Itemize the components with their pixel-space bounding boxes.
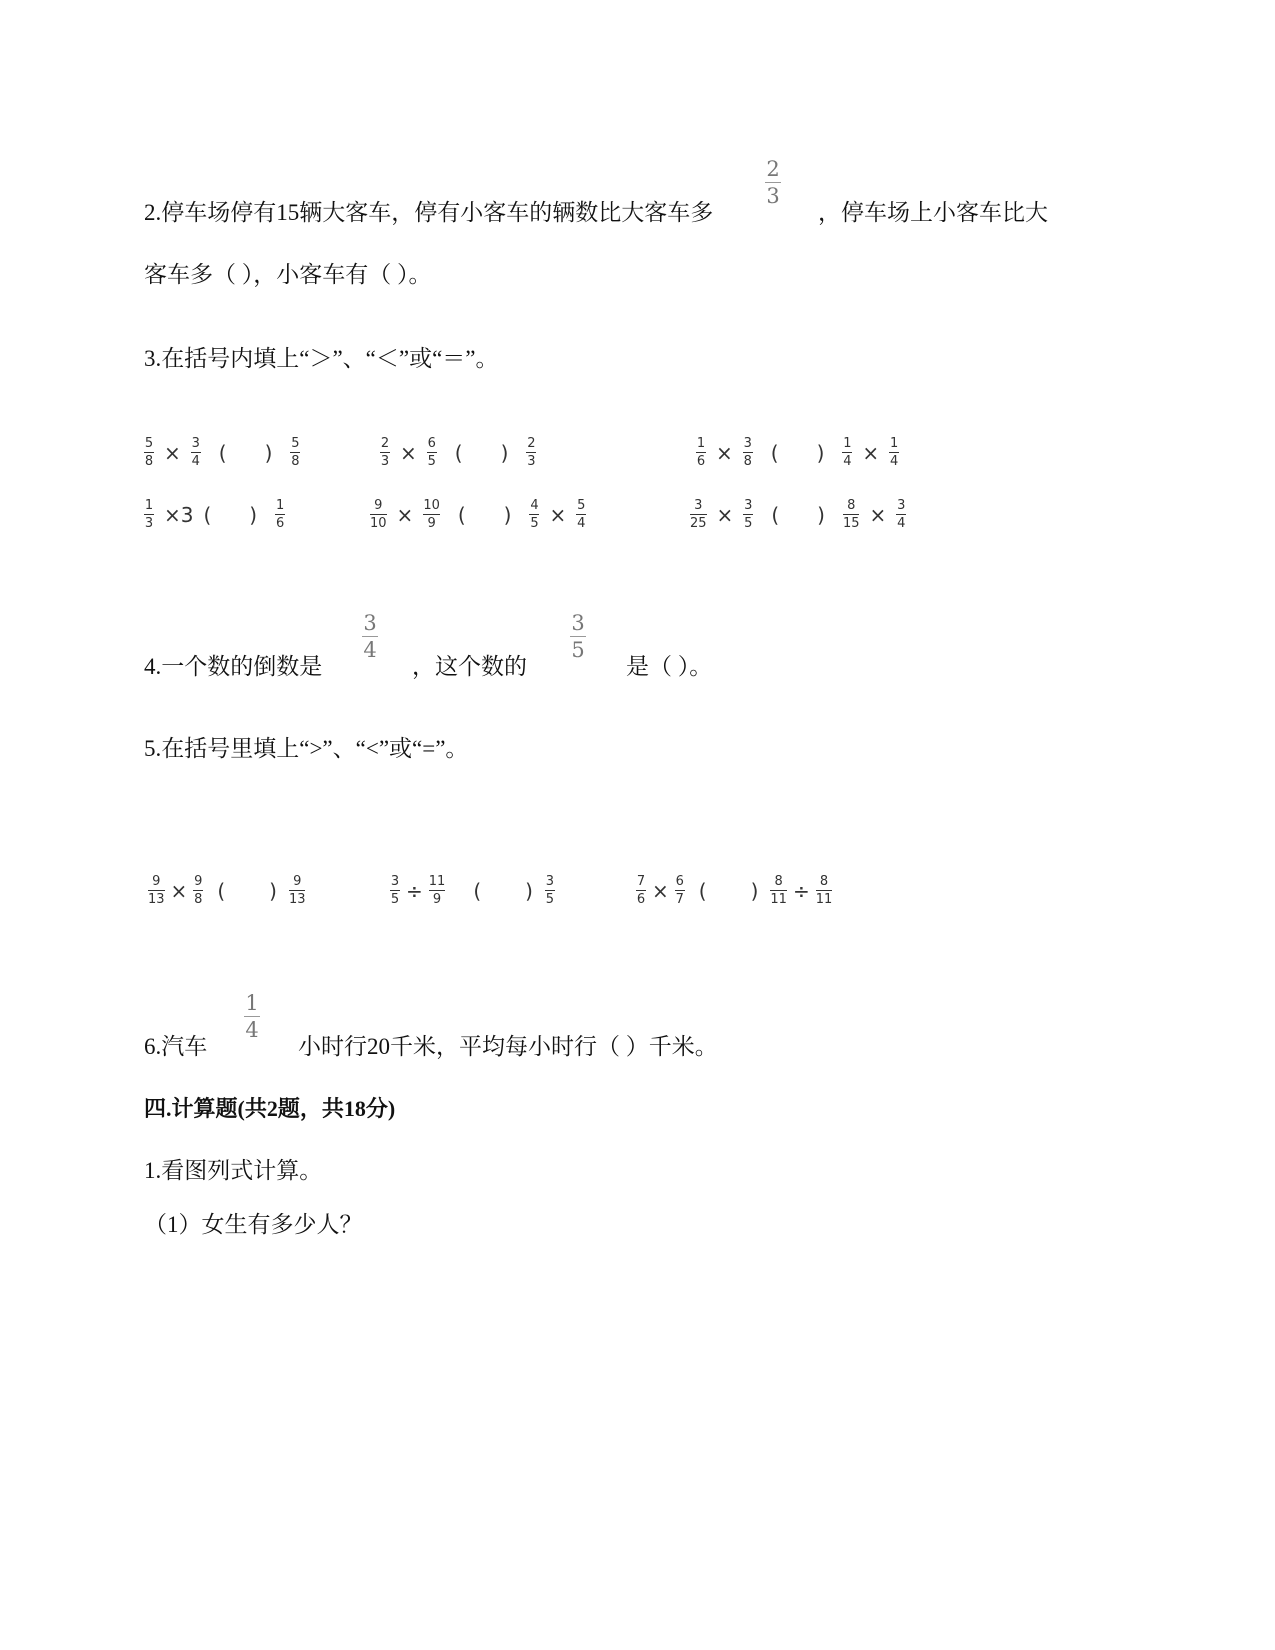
- denominator: 4: [897, 516, 906, 531]
- fraction-bar: [576, 514, 586, 515]
- q4-frac1-den: 4: [363, 638, 377, 662]
- q6-text-b: 小时行20千米，平均每小时行（ ）千米。: [298, 1034, 718, 1059]
- left-paren: (: [770, 440, 779, 465]
- operator: ×: [716, 502, 734, 527]
- numerator: 7: [636, 874, 646, 889]
- denominator: 7: [675, 892, 684, 907]
- q3-row2-item2: [366, 498, 590, 531]
- fraction: [529, 498, 539, 531]
- fraction: [770, 874, 787, 907]
- fraction-bar: [636, 890, 646, 891]
- fraction: [889, 436, 899, 469]
- numerator: 9: [374, 498, 383, 513]
- fraction: [843, 498, 860, 531]
- q4-frac2-num: 3: [571, 611, 585, 635]
- fraction-bar: [144, 452, 154, 453]
- right-paren: ): [264, 440, 273, 465]
- denominator: 4: [191, 454, 200, 469]
- fraction-bar: [275, 514, 285, 515]
- fraction: [191, 436, 201, 469]
- q3-row2-item3: [686, 498, 910, 531]
- q2-frac-num: 2: [766, 157, 780, 181]
- denominator: 5: [390, 892, 400, 907]
- numerator: 4: [530, 498, 539, 513]
- numerator: 3: [743, 436, 752, 451]
- numerator: 5: [577, 498, 586, 513]
- operator: ×: [652, 878, 669, 903]
- q3-row1-item1: [140, 436, 304, 469]
- calc1-title: 1.看图列式计算。: [144, 1158, 323, 1183]
- q4-fraction-2: [570, 612, 586, 661]
- q2-fraction: [765, 158, 781, 207]
- fraction-bar: [244, 1016, 260, 1017]
- numerator: 11: [428, 874, 446, 889]
- denominator: 15: [842, 516, 860, 531]
- numerator: 1: [890, 436, 899, 451]
- fraction: [816, 874, 833, 907]
- denominator: 8: [291, 454, 300, 469]
- numerator: 5: [291, 436, 300, 451]
- right-paren: ): [269, 878, 277, 903]
- left-paren: (: [454, 440, 463, 465]
- fraction-bar: [696, 452, 706, 453]
- fraction: [193, 874, 203, 907]
- section-heading: 四.计算题(共2题，共18分): [144, 1096, 396, 1121]
- numerator: 1: [843, 436, 852, 451]
- operator: ×: [396, 502, 414, 527]
- fraction-bar: [675, 890, 685, 891]
- fraction-bar: [380, 452, 390, 453]
- numerator: 3: [545, 874, 555, 889]
- q5-item2: [386, 874, 559, 907]
- numerator: 8: [819, 874, 829, 889]
- denominator: 8: [743, 454, 752, 469]
- left-paren: (: [218, 440, 227, 465]
- right-paren: ): [817, 502, 825, 527]
- denominator: 5: [545, 892, 555, 907]
- q2-text-b: ，停车场上小客车比大: [818, 200, 1048, 225]
- q4-frac2-den: 5: [571, 638, 585, 662]
- numerator: 1: [144, 498, 154, 513]
- fraction-bar: [390, 890, 400, 891]
- q4-text-a: 4.一个数的倒数是: [144, 654, 323, 679]
- right-paren: ): [750, 878, 759, 903]
- right-paren: ): [249, 502, 258, 527]
- fraction-bar: [144, 514, 154, 515]
- left-paren: (: [698, 878, 707, 903]
- fraction: [390, 874, 400, 907]
- fraction-bar: [529, 514, 539, 515]
- fraction: [144, 436, 154, 469]
- denominator: 4: [843, 454, 852, 469]
- operator: ÷: [792, 878, 810, 903]
- numerator: 3: [390, 874, 400, 889]
- numerator: 1: [275, 498, 285, 513]
- operator: ×: [862, 440, 880, 465]
- fraction: [429, 874, 446, 907]
- numerator: 3: [191, 436, 200, 451]
- numerator: 2: [380, 436, 390, 451]
- fraction: [545, 874, 555, 907]
- denominator: 4: [890, 454, 899, 469]
- numerator: 9: [152, 874, 161, 889]
- q4-frac1-num: 3: [363, 611, 377, 635]
- fraction: [675, 874, 685, 907]
- fraction: [896, 498, 906, 531]
- denominator: 5: [427, 454, 436, 469]
- fraction-bar: [743, 514, 753, 515]
- numerator: 6: [675, 874, 684, 889]
- denominator: 4: [577, 516, 586, 531]
- fraction: [290, 436, 300, 469]
- q3-row1-item2: [376, 436, 540, 469]
- fraction: [423, 498, 440, 531]
- q2-text-a: 2.停车场停有15辆大客车，停有小客车的辆数比大客车多: [144, 200, 714, 225]
- operator: ×: [549, 502, 567, 527]
- numerator: 10: [423, 498, 440, 513]
- fraction: [743, 498, 753, 531]
- fraction: [696, 436, 706, 469]
- operator: ×: [400, 440, 417, 465]
- denominator: 3: [144, 516, 154, 531]
- numerator: 3: [897, 498, 906, 513]
- fraction: [380, 436, 390, 469]
- left-paren: (: [203, 502, 212, 527]
- denominator: 8: [194, 892, 203, 907]
- operator: ×: [716, 440, 733, 465]
- right-paren: ): [816, 440, 825, 465]
- numerator: 8: [774, 874, 783, 889]
- operator: ×: [170, 878, 188, 903]
- denominator: 13: [148, 892, 165, 907]
- numerator: 2: [527, 436, 536, 451]
- fraction-bar: [743, 452, 753, 453]
- q6-frac-den: 4: [245, 1018, 259, 1042]
- fraction-bar: [545, 890, 555, 891]
- left-paren: (: [457, 502, 466, 527]
- denominator: 11: [770, 892, 787, 907]
- denominator: 8: [144, 454, 154, 469]
- q5-item3: [632, 874, 836, 907]
- q4-fraction-1: [362, 612, 378, 661]
- fraction-bar: [191, 452, 201, 453]
- denominator: 6: [696, 454, 706, 469]
- numerator: 5: [144, 436, 154, 451]
- left-paren: (: [771, 502, 780, 527]
- fraction-bar: [889, 452, 899, 453]
- operator: ×: [164, 440, 181, 465]
- denominator: 5: [744, 516, 753, 531]
- fraction-bar: [570, 636, 586, 637]
- numerator: 6: [427, 436, 436, 451]
- denominator: 3: [380, 454, 390, 469]
- fraction: [526, 436, 536, 469]
- numerator: 3: [744, 498, 753, 513]
- fraction: [289, 874, 306, 907]
- fraction-bar: [765, 182, 781, 183]
- operator: ÷: [406, 878, 423, 903]
- left-paren: (: [473, 878, 482, 903]
- fraction-bar: [842, 452, 852, 453]
- fraction: [370, 498, 387, 531]
- q6-frac-num: 1: [245, 991, 259, 1015]
- denominator: 25: [690, 516, 707, 531]
- fraction-bar: [770, 890, 787, 891]
- fraction-bar: [526, 452, 536, 453]
- fraction-bar: [896, 514, 906, 515]
- q4-text-b: ，这个数的: [412, 654, 527, 679]
- fraction-bar: [690, 514, 707, 515]
- fraction-bar: [816, 890, 833, 891]
- fraction-bar: [370, 514, 387, 515]
- numerator: 1: [696, 436, 706, 451]
- denominator: 6: [275, 516, 285, 531]
- fraction: [842, 436, 852, 469]
- q6-text-a: 6.汽车: [144, 1034, 208, 1059]
- numerator: 9: [194, 874, 203, 889]
- right-paren: ): [503, 502, 512, 527]
- q6-fraction: [244, 992, 260, 1041]
- q4-text-c: 是（ ）。: [626, 654, 713, 679]
- numerator: 9: [293, 874, 302, 889]
- numerator: 3: [694, 498, 703, 513]
- q3-title: 3.在括号内填上“＞”、“＜”或“＝”。: [144, 346, 499, 371]
- right-paren: ): [525, 878, 533, 903]
- q3-row1-item3: [692, 436, 903, 469]
- fraction: [144, 498, 154, 531]
- fraction-bar: [193, 890, 203, 891]
- q5-item1: [144, 874, 309, 907]
- denominator: 5: [530, 516, 539, 531]
- fraction-bar: [290, 452, 300, 453]
- fraction-bar: [427, 452, 437, 453]
- fraction: [690, 498, 707, 531]
- q2-text-c: 客车多（ ），小客车有（ ）。: [144, 262, 432, 287]
- fraction: [148, 874, 165, 907]
- fraction-bar: [289, 890, 306, 891]
- fraction-bar: [843, 514, 860, 515]
- denominator: 11: [815, 892, 833, 907]
- denominator: 9: [427, 516, 436, 531]
- right-paren: ): [500, 440, 509, 465]
- operator: ×: [869, 502, 887, 527]
- denominator: 9: [432, 892, 442, 907]
- denominator: 6: [636, 892, 646, 907]
- fraction: [743, 436, 753, 469]
- denominator: 13: [288, 892, 306, 907]
- q3-row2-item1: [140, 498, 289, 531]
- fraction: [636, 874, 646, 907]
- fraction: [427, 436, 437, 469]
- numerator: 8: [847, 498, 856, 513]
- left-paren: (: [217, 878, 226, 903]
- denominator: 10: [370, 516, 387, 531]
- fraction: [576, 498, 586, 531]
- fraction: [275, 498, 285, 531]
- fraction-bar: [429, 890, 446, 891]
- q5-title: 5.在括号里填上“>”、“<”或“=”。: [144, 736, 469, 761]
- operator: ×3: [164, 502, 194, 527]
- fraction-bar: [423, 514, 440, 515]
- denominator: 3: [527, 454, 536, 469]
- calc1-sub1: （1）女生有多少人？: [144, 1212, 363, 1237]
- q2-frac-den: 3: [766, 184, 780, 208]
- fraction-bar: [362, 636, 378, 637]
- fraction-bar: [148, 890, 165, 891]
